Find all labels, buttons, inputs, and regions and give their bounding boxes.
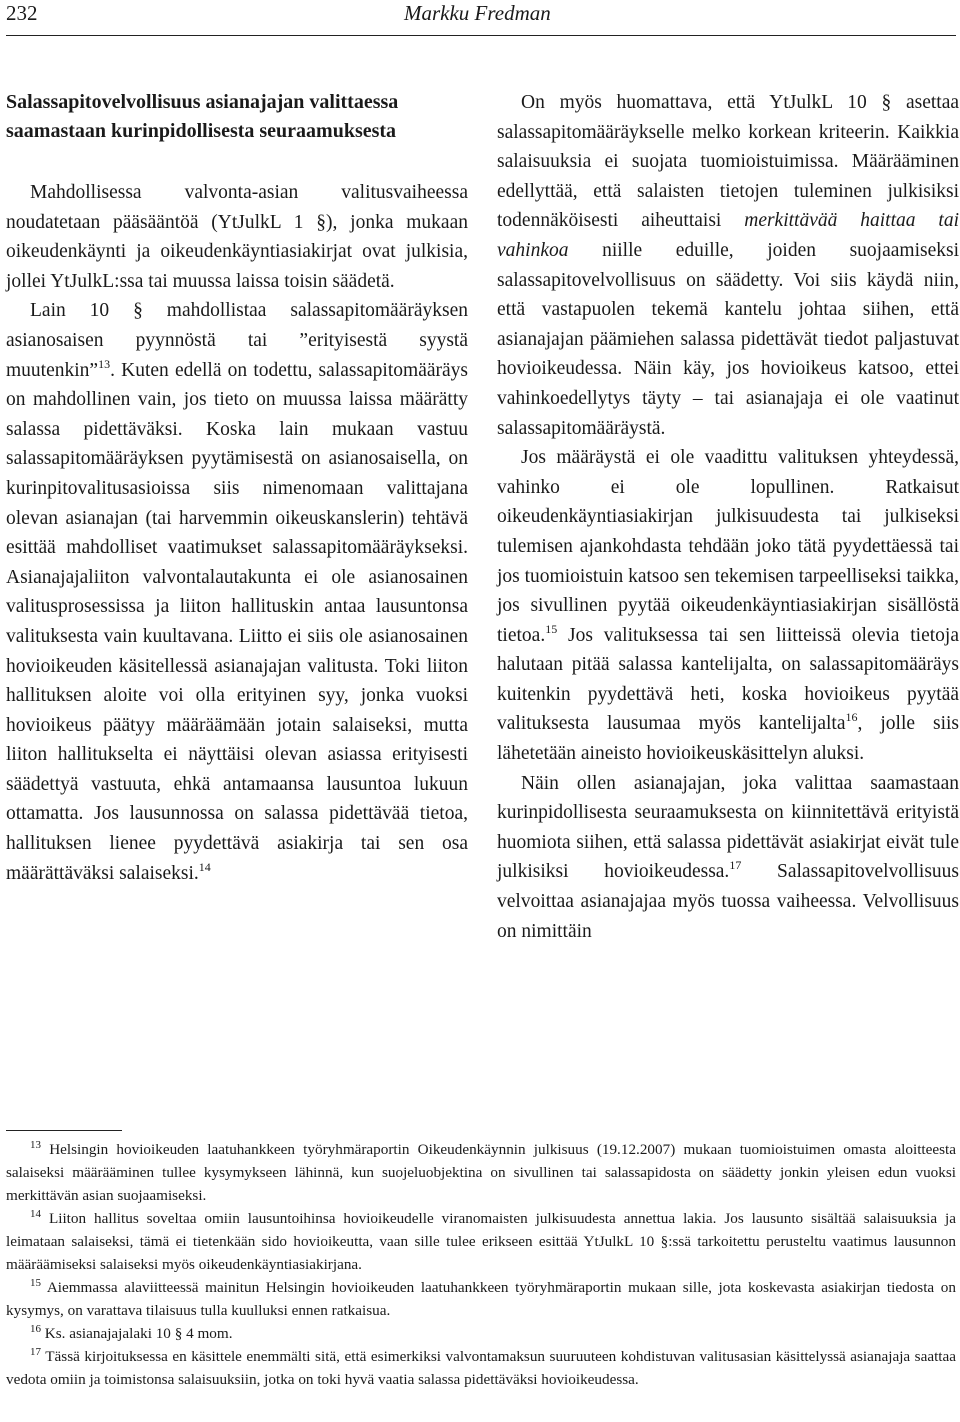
paragraph-text: Lain 10 § mahdollistaa salassapitomääräyksen asianosaisen pyynnöstä tai ”erityisestä syystä muutenkin” [6,300,468,381]
footnote-ref: 16 [845,710,858,725]
footnote-ref: 13 [98,356,111,371]
footnote-text: Tässä kirjoituksessa en käsittele enemmälti sitä, että esimerkiksi valvontamaksun suuruuteen kohdistuvan valitusasian käsittelyssä asianajaja saattaa vedota omiin ja toimistonsa salaisuuksiin, jotka on toki hyvä vaatia salassa pidettäväksi hovioikeudessa. [6,1348,956,1388]
paragraph: Mahdollisessa valvonta-asian valitusvaiheessa noudatetaan pääsääntöä (YtJulkL 1 §), jonka mukaan oikeudenkäynti ja oikeudenkäyntiasiakirjat ovat julkisia, jollei YtJulkL:ssa tai muussa laissa toisin säädetä. [6,182,468,292]
footnote-rule [6,1130,122,1131]
footnote-ref: 15 [545,621,558,636]
footnote-ref: 14 [198,859,211,874]
paragraph [6,296,468,888]
footnote [6,1345,956,1391]
paragraph [497,443,959,769]
footnote-number: 13 [30,1139,41,1151]
footnote [6,1207,956,1276]
right-column [497,88,959,946]
paragraph-text: Salassapitovelvollisuus velvoittaa asianajajaa myös tuossa vaiheessa. Velvollisuus on nimittäin [497,861,959,942]
page-header [6,0,956,30]
footnote-text: Ks. asianajajalaki 10 § 4 mom. [44,1325,233,1342]
footnote-number: 14 [30,1208,41,1220]
footnote [6,1276,956,1322]
footnote-text: Helsingin hovioikeuden laatuhankkeen työryhmäraportin Oikeudenkäynnin julkisuus (19.12.2007) mukaan tuomioistuimen omasta aloitteesta salaiseksi määrääminen tullee kysymykseen lähinnä, kun suojeluobjektina on sivullinen tai salassapidosta on säädetty jonkin yleisen edun vuoksi merkittävän asian suojaamiseksi. [6,1141,957,1204]
footnote [6,1138,956,1207]
footnote-ref: 17 [729,858,742,873]
paragraph-text: Jos valituksessa tai sen liitteissä olevia tietoja halutaan pitää salassa kantelijalta, on salassapitomääräys kuitenkin pyydettävä heti, koska hovioikeus pyytää valituksesta lausumaa myös kantelijalta [497,624,959,735]
footnote-number: 16 [30,1323,41,1335]
footnote-text: Aiemmassa alaviitteessä mainitun Helsingin hovioikeuden laatuhankkeen työryhmäraportin mukaan sille, jota koskevasta asiakirjan tiedosta on kysymys, on varattava tilaisuus tulla kuulluksi ennen ratkaisua. [6,1279,956,1319]
section-heading: Salassapitovelvollisuus asianajajan valittaessa saamastaan kurinpidollisesta seuraamuksesta [6,91,399,142]
footnote [6,1322,956,1345]
paragraph-text: Näin ollen asianajajan, joka valittaa saamastaan kurinpidollisesta seuraamuksesta on kiinnitettävä erityistä huomiota siihen, että salassa pidettävät asiakirjat eivät tule julkisiksi hovioikeudessa. [497,772,959,883]
footnotes [6,1138,956,1391]
header-rule [6,35,956,36]
paragraph-text: On myös huomattava, että YtJulkL 10 § asettaa salassapitomääräykselle melko korkean kriteerin. Kaikkia salaisuuksia ei suojata tuomioistuimissa. Määrääminen edellyttää, että salaisten tietojen tuleminen julkisiksi todennäköisesti aiheuttaisi [497,92,959,232]
paragraph [497,769,959,947]
paragraph-text: Jos määräystä ei ole vaadittu valituksen yhteydessä, vahinko ei ole lopullinen. Ratkaisut oikeudenkäyntiasiakirjan julkisuudesta tai julkiseksi tulemisen ajankohdasta tehdään joko tätä pyydettäessä tai jos tuomioistuin katsoo sen tekemisen tarpeelliseksi taikka, jos sivullinen pyytää oikeudenkäyntiasiakirjan sisällöstä tietoa. [497,447,959,646]
page-number: 232 [6,1,38,25]
paragraph-text: niille eduille, joiden suojaamiseksi salassapitovelvollisuus on säädetty. Voi siis käydä niin, että vastapuolen tekemä kantelu johtaa siihen, että asianajajan päämiehen salassa pidettävät tiedot paljastuvat hovioikeudessa. Näin käy, jos hovioikeus katsoo, ettei vahinkoedellytys täyty – tai asianajaja ei ole vaatinut salassapitomääräystä. [497,239,959,439]
paragraph [497,88,959,443]
footnote-text: Liiton hallitus soveltaa omiin lausuntoihinsa hovioikeudelle viranomaisten julkisuudesta annettua lakia. Jos lausunto sisältää salaisuuksia ja leimataan salaiseksi, tämä ei tietenkään sido hovioikeutta, vaan sille tulee erikseen esittää YtJulkL 10 §:ssä tarkoitettu perusteltu vaatimus lausunnon määräämiseksi salaiseksi myös oikeudenkäyntiasiakirjana. [6,1210,957,1273]
footnote-number: 17 [30,1346,41,1358]
emphasis-text: merkittävää haittaa tai vahinkoa [497,210,959,261]
running-head: Markku Fredman [404,1,551,25]
paragraph-text: . Kuten edellä on todettu, salassapitomääräys on mahdollinen vain, jos tieto on muussa laissa määrätty salassa pidettäväksi. Koska lain mukaan vastuu salassapitomääräyksen pyytämisestä on asianosaisella, on kurinpitovalitusasioissa siis nimenomaan valittajana olevan asianajan (tai harvemmin oikeuskanslerin) tehtävä esittää mahdolliset vaatimukset salassapitomääräykseksi. Asianajajaliiton valvontalautakunta ei ole asianosainen valitusprosessissa ja liiton hallituskin antaa lausuntonsa valituksesta vain kuultavana. Liitto ei siis ole asianosainen hovioikeuden käsitellessä asianajajan valitusta. Toki liiton hallituksen aloite voi olla erityinen syy, jonka vuoksi hovioikeus päätyy määräämään jotain salaiseksi, mutta liiton hallitukselta ei näyttäisi olevan asiassa erityisesti säädettyä vastuuta, ehkä antamaansa lausuntoa lukuun ottamatta. Jos lausunnossa on salassa pidettävää tietoa, hallituksen lienee pyydettävä asiakirja tai sen osa määrättäväksi salaiseksi. [6,359,468,884]
paragraph-text: , jolle siis lähetetään aineisto hovioikeuskäsittelyn aluksi. [497,713,960,765]
left-column [6,88,468,888]
footnote-number: 15 [30,1277,41,1289]
